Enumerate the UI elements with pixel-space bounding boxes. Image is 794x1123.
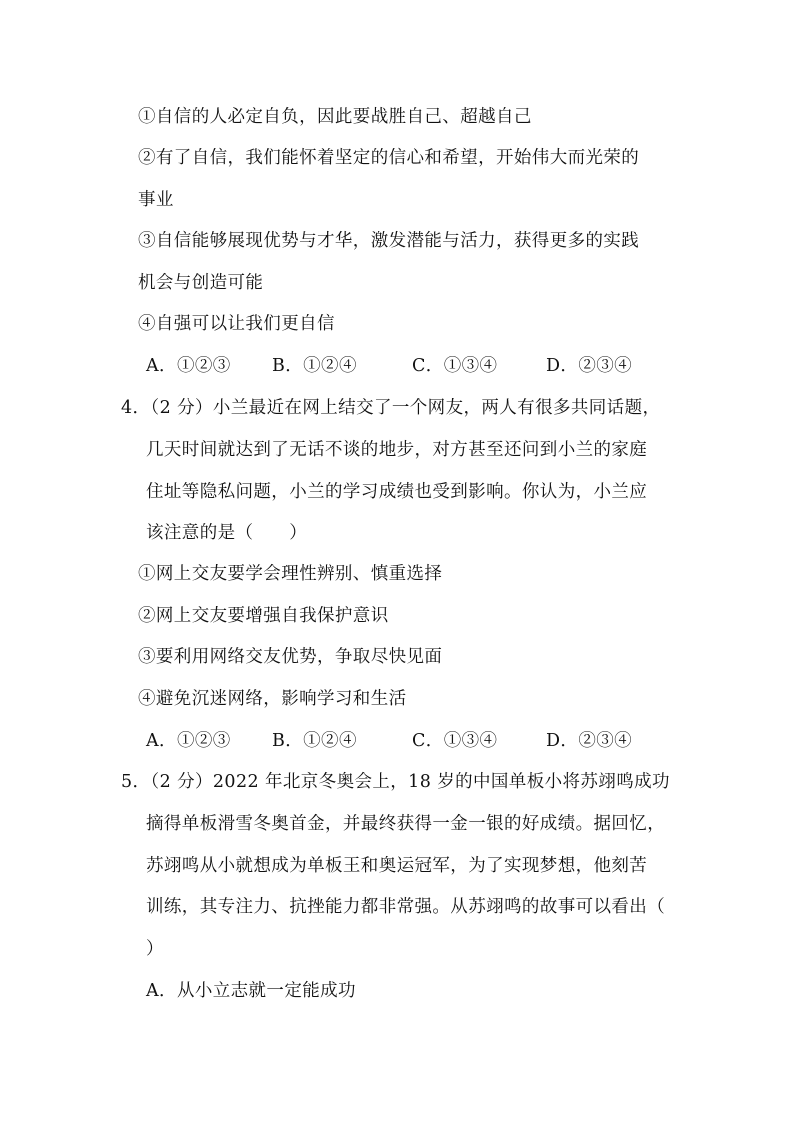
q3-item-2: ②有了自信，我们能怀着坚定的信心和希望，开始伟大而光荣的: [138, 148, 640, 168]
q4-option-b[interactable]: B．①②④: [272, 731, 357, 751]
q4-option-c[interactable]: C．①③④: [412, 731, 498, 751]
q5-stem-line-1: 5．（2 分）2022 年北京冬奥会上，18 岁的中国单板小将苏翊鸣成功: [121, 772, 670, 792]
q5-stem-line-4: 训练，其专注力、抗挫能力都非常强。从苏翊鸣的故事可以看出（: [146, 897, 666, 917]
q3-option-c[interactable]: C．①③④: [412, 356, 498, 376]
q5-stem-line-5: ）: [146, 939, 164, 959]
q3-options: [146, 355, 746, 377]
q4-stem-line-3: 住址等隐私问题，小兰的学习成绩也受到影响。你认为，小兰应: [146, 482, 648, 502]
q3-item-1: ①自信的人必定自负，因此要战胜自己、超越自己: [138, 107, 532, 127]
q4-item-4: ④避免沉迷网络，影响学习和生活: [138, 689, 407, 709]
q5-stem-line-2: 摘得单板滑雪冬奥首金，并最终获得一金一银的好成绩。据回忆，: [146, 814, 666, 834]
q3-item-2-cont: 事业: [138, 190, 174, 210]
q5-option-a[interactable]: A．从小立志就一定能成功: [146, 981, 356, 1001]
q3-option-d[interactable]: D．②③④: [546, 356, 633, 376]
q3-item-3-cont: 机会与创造可能: [138, 273, 264, 293]
q5-stem-line-3: 苏翊鸣从小就想成为单板王和奥运冠军，为了实现梦想，他刻苦: [146, 856, 648, 876]
q4-options: [146, 730, 746, 752]
q4-item-2: ②网上交友要增强自我保护意识: [138, 606, 389, 626]
q4-item-3: ③要利用网络交友优势，争取尽快见面: [138, 647, 443, 667]
q4-option-d[interactable]: D．②③④: [546, 731, 633, 751]
q4-item-1: ①网上交友要学会理性辨别、慎重选择: [138, 564, 443, 584]
q3-option-b[interactable]: B．①②④: [272, 356, 357, 376]
q4-stem-line-1: 4．（2 分）小兰最近在网上结交了一个网友，两人有很多共同话题，: [121, 398, 661, 418]
q3-item-3: ③自信能够展现优势与才华，激发潜能与活力，获得更多的实践: [138, 231, 640, 251]
q3-item-4: ④自强可以让我们更自信: [138, 314, 335, 334]
q4-stem-line-4: 该注意的是（ ）: [146, 523, 308, 543]
q4-stem-line-2: 几天时间就达到了无话不谈的地步，对方甚至还问到小兰的家庭: [146, 440, 648, 460]
q4-option-a[interactable]: A．①②③: [146, 731, 231, 751]
q3-option-a[interactable]: A．①②③: [146, 356, 231, 376]
